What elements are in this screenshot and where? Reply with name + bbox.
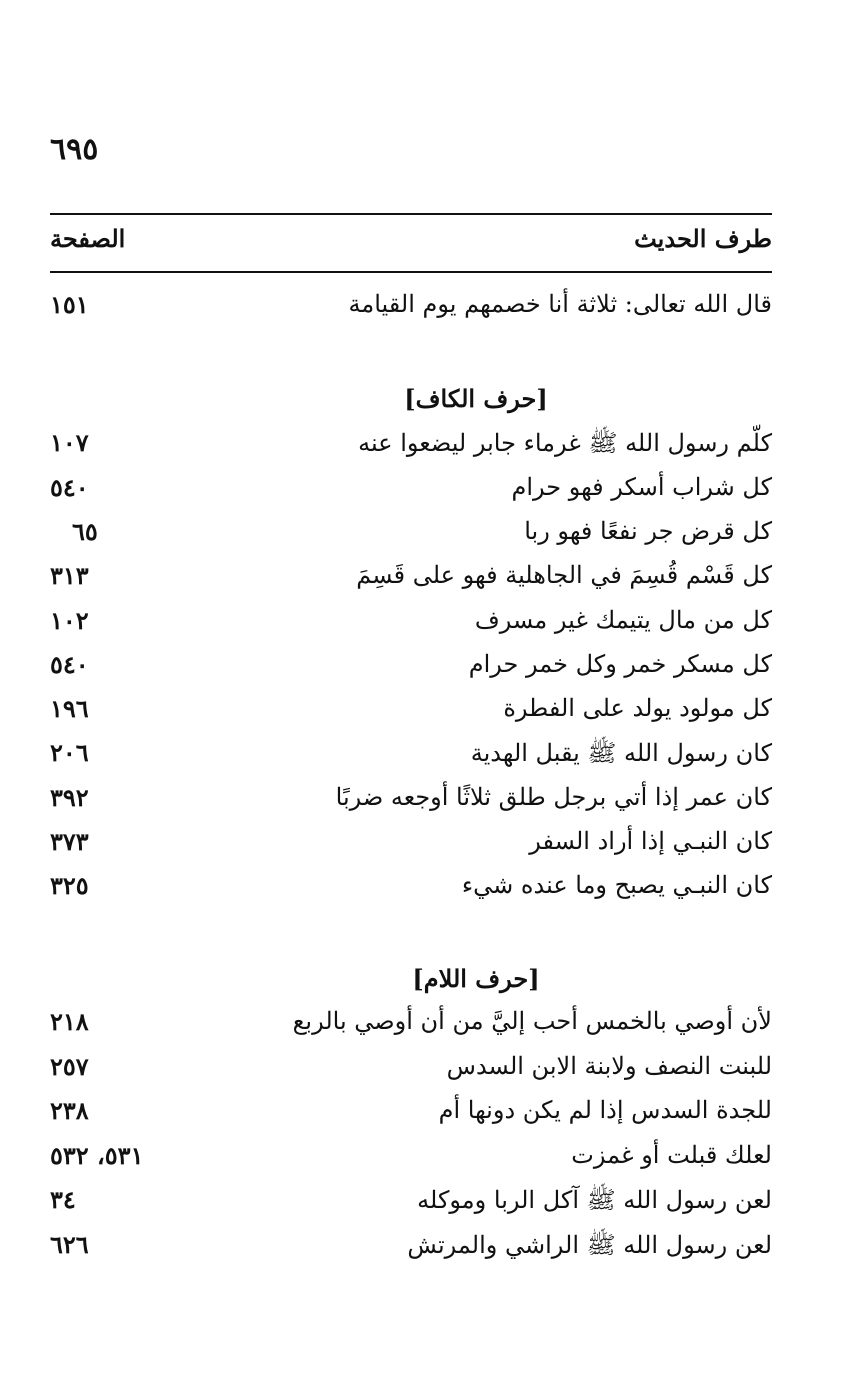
table-row [50, 290, 772, 330]
header-top-rule [50, 213, 772, 215]
hadith-text: لعلك قبلت أو غمزت [571, 1141, 772, 1169]
hadith-text: كان النبـي يصبح وما عنده شيء [461, 871, 772, 899]
header-bottom-rule [50, 271, 772, 273]
section-heading-lam [50, 964, 772, 993]
hadith-text: للجدة السدس إذا لم يكن دونها أم [438, 1096, 772, 1124]
hadith-text: قال الله تعالى: ثلاثة أنا خصمهم يوم القيامة [348, 290, 772, 318]
page-reference: ٢١٨ [50, 1007, 89, 1036]
table-row [50, 473, 772, 513]
page-reference: ٢٥٧ [50, 1052, 89, 1081]
table-row [50, 783, 772, 823]
table-row [50, 1230, 772, 1270]
table-row [50, 827, 772, 867]
page-reference: ٥٤٠ [50, 473, 89, 502]
table-row [50, 650, 772, 690]
section-heading-kaf [50, 384, 772, 413]
page-reference: ٥٣١، ٥٣٢ [50, 1141, 144, 1170]
table-row [50, 1007, 772, 1047]
page-reference: ١٠٢ [50, 606, 89, 635]
column-header-hadith: طرف الحديث [634, 224, 772, 253]
hadith-text: كل مولود يولد على الفطرة [503, 694, 772, 722]
page-reference: ١٥١ [50, 290, 89, 319]
hadith-text: كل شراب أسكر فهو حرام [511, 473, 772, 501]
page-reference: ٦٥ [72, 517, 98, 546]
table-row [50, 1096, 772, 1136]
page-reference: ٥٤٠ [50, 650, 89, 679]
page-reference: ٣٩٢ [50, 783, 89, 812]
page-reference: ٣٢٥ [50, 871, 89, 900]
hadith-text: لعن رسول الله ﷺ آكل الربا وموكله [417, 1186, 772, 1214]
hadith-text: كان النبـي إذا أراد السفر [529, 827, 772, 855]
hadith-text: كلّم رسول الله ﷺ غرماء جابر ليضعوا عنه [358, 429, 772, 457]
table-row [50, 606, 772, 646]
hadith-text: كل مسكر خمر وكل خمر حرام [468, 650, 772, 678]
page-reference: ٢٣٨ [50, 1096, 89, 1125]
page-reference: ١٩٦ [50, 694, 89, 723]
section-title: [حرف الكاف] [404, 384, 548, 413]
hadith-text: للبنت النصف ولابنة الابن السدس [446, 1052, 772, 1080]
table-row [50, 517, 772, 557]
page-reference: ٣٧٣ [50, 827, 89, 856]
table-row [50, 871, 772, 911]
hadith-text: كل قرض جر نفعًا فهو ربا [524, 517, 772, 545]
table-row [50, 561, 772, 601]
page-reference: ٣١٣ [50, 561, 89, 590]
page-number: ٦٩٥ [50, 132, 99, 167]
hadith-text: كان رسول الله ﷺ يقبل الهدية [470, 739, 772, 767]
column-header-page: الصفحة [50, 224, 126, 253]
table-row [50, 738, 772, 778]
hadith-text: لعن رسول الله ﷺ الراشي والمرتش [407, 1231, 772, 1259]
section-title: [حرف اللام] [412, 964, 540, 993]
table-header [50, 224, 772, 264]
hadith-text: كل من مال يتيمك غير مسرف [474, 606, 772, 634]
table-row [50, 1052, 772, 1092]
table-row [50, 1141, 772, 1181]
page-reference: ١٠٧ [50, 428, 89, 457]
page-reference: ٢٠٦ [50, 738, 89, 767]
hadith-text: كل قَسْم قُسِمَ في الجاهلية فهو على قَسِمَ [356, 561, 772, 589]
hadith-text: لأن أوصي بالخمس أحب إليَّ من أن أوصي بالربع [292, 1007, 772, 1035]
table-row [50, 428, 772, 468]
page-reference: ٦٢٦ [50, 1230, 89, 1259]
page-reference: ٣٤ [50, 1185, 76, 1214]
table-row [50, 1185, 772, 1225]
table-row [50, 694, 772, 734]
hadith-text: كان عمر إذا أتي برجل طلق ثلاثًا أوجعه ضربًا [335, 783, 772, 811]
